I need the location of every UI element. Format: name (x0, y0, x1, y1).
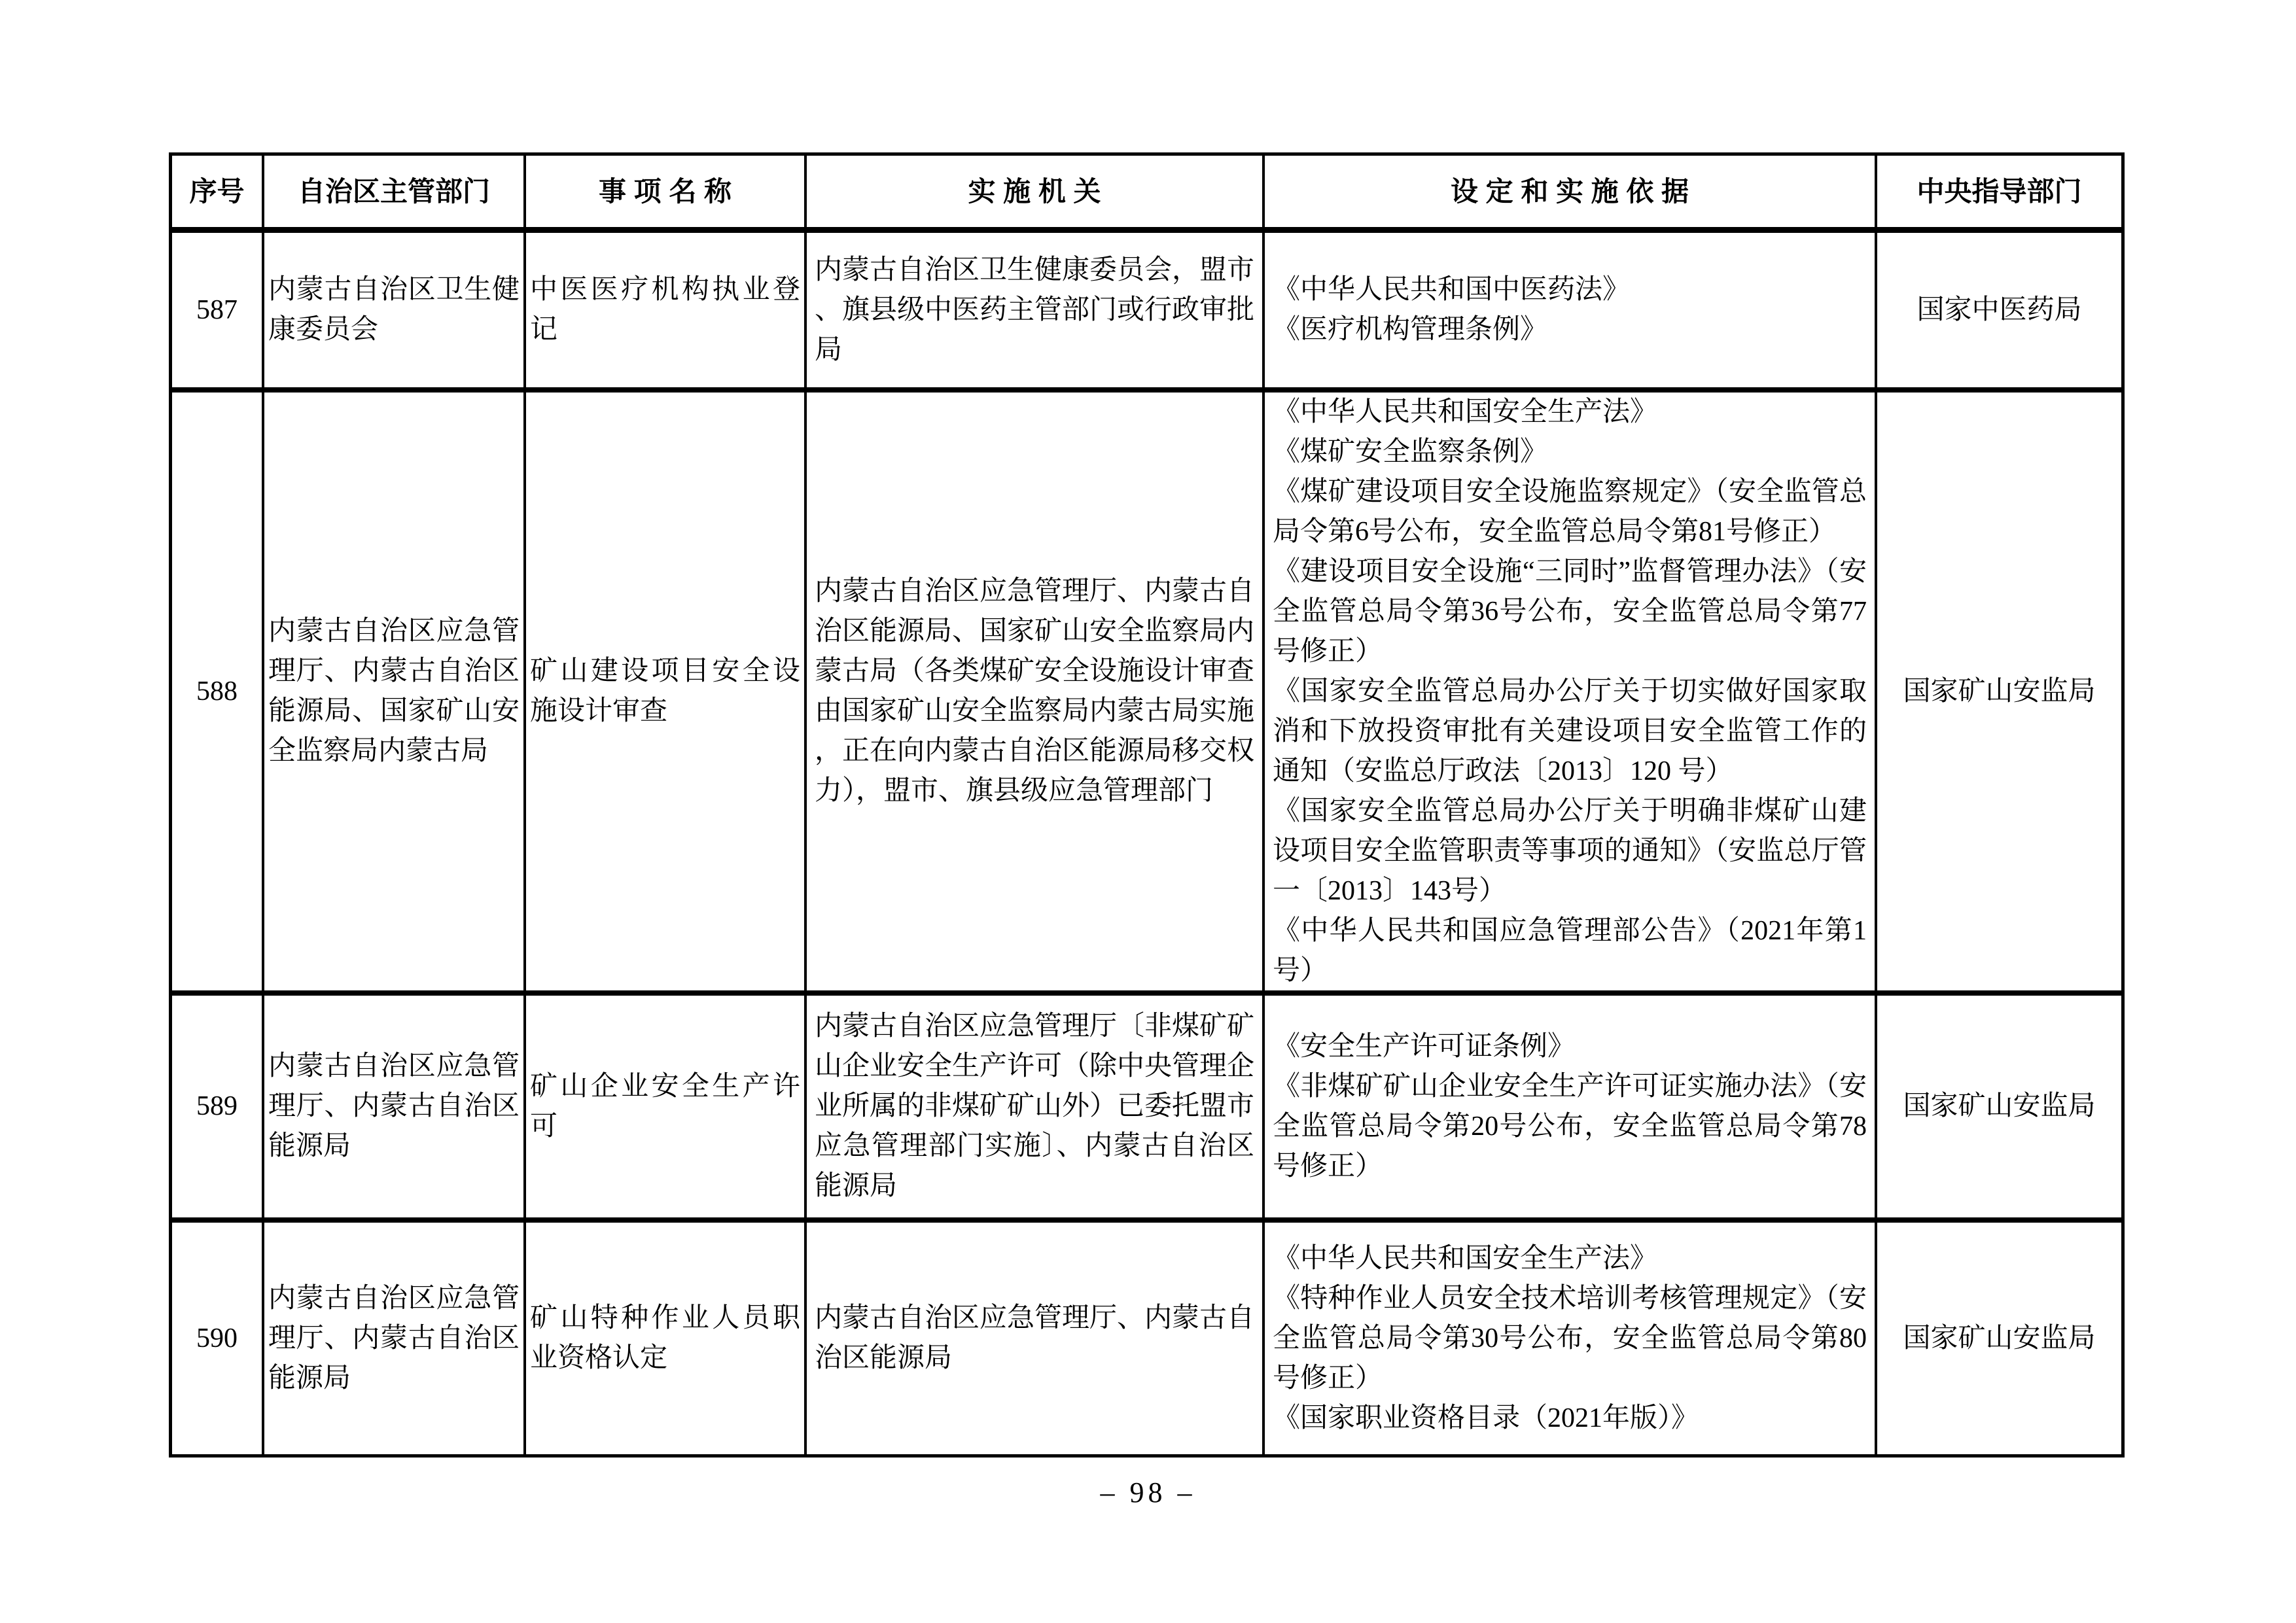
row590-item-text: 矿山特种作业人员职业资格认定 (530, 1303, 800, 1373)
row590-agency (807, 1223, 1265, 1454)
row588-item (526, 393, 807, 996)
row590-dept (264, 1223, 526, 1454)
basis-item: 《国家安全监管总局办公厅关于切实做好国家取消和下放投资审批有关建设项目安全监管工作的通知（安监总厅政法〔2013〕120 号） (1273, 676, 1867, 786)
basis-item: 《煤矿安全监察条例》 (1273, 436, 1548, 467)
row589-central: 国家矿山安监局 (1877, 996, 2121, 1223)
row587-central: 国家中医药局 (1877, 233, 2121, 393)
row588-item-text: 矿山建设项目安全设施设计审查 (530, 656, 800, 726)
row587-agency (807, 233, 1265, 393)
header-seq: 序号 (172, 156, 264, 233)
row588-dept (264, 393, 526, 996)
row588-dept-text: 内蒙古自治区应急管理厅、内蒙古自治区能源局、国家矿山安全监察局内蒙古局 (268, 616, 520, 766)
row590-agency-text: 内蒙古自治区应急管理厅、内蒙古自治区能源局 (815, 1303, 1255, 1373)
basis-item: 《中华人民共和国安全生产法》 (1273, 396, 1658, 427)
row588-basis-list (1273, 393, 1867, 991)
basis-item: 《中华人民共和国安全生产法》 (1273, 1243, 1658, 1274)
row590-item (526, 1223, 807, 1454)
row588-agency (807, 393, 1265, 996)
row589-item-text: 矿山企业安全生产许可 (530, 1071, 800, 1142)
row589-item (526, 996, 807, 1223)
approval-items-table (169, 152, 2125, 1457)
row590-dept-text: 内蒙古自治区应急管理厅、内蒙古自治区能源局 (268, 1283, 520, 1393)
row589-agency (807, 996, 1265, 1223)
basis-item: 《特种作业人员安全技术培训考核管理规定》（安全监管总局令第30号公布，安全监管总局令第80号修正） (1273, 1283, 1867, 1393)
row589-dept-text: 内蒙古自治区应急管理厅、内蒙古自治区能源局 (268, 1051, 520, 1161)
basis-item: 《安全生产许可证条例》 (1273, 1031, 1576, 1062)
header-item: 事 项 名 称 (526, 156, 807, 233)
header-basis: 设 定 和 实 施 依 据 (1265, 156, 1877, 233)
header-dept: 自治区主管部门 (264, 156, 526, 233)
basis-item: 《国家安全监管总局办公厅关于明确非煤矿山建设项目安全监管职责等事项的通知》（安监总厅管一〔2013〕143号） (1273, 795, 1867, 906)
header-central: 中央指导部门 (1877, 156, 2121, 233)
row589-agency-text: 内蒙古自治区应急管理厅〔非煤矿矿山企业安全生产许可（除中央管理企业所属的非煤矿矿山外）已委托盟市应急管理部门实施〕、内蒙古自治区能源局 (815, 1011, 1255, 1201)
row589-seq: 589 (172, 996, 264, 1223)
row587-item (526, 233, 807, 393)
row587-seq: 587 (172, 233, 264, 393)
row587-basis-list (1273, 270, 1867, 350)
row588-central: 国家矿山安监局 (1877, 393, 2121, 996)
row590-central: 国家矿山安监局 (1903, 1323, 2096, 1353)
basis-item: 《中华人民共和国应急管理部公告》（2021年第1号） (1273, 915, 1867, 986)
basis-item: 《中华人民共和国中医药法》 (1273, 275, 1631, 305)
row589-basis-list (1273, 1027, 1867, 1187)
row590-seq: 590 (172, 1223, 264, 1454)
basis-item: 《建设项目安全设施“三同时”监督管理办法》（安全监管总局令第36号公布，安全监管总局令第77号修正） (1273, 556, 1867, 667)
row588-seq: 588 (172, 393, 264, 996)
row587-basis (1265, 233, 1877, 393)
header-agency: 实 施 机 关 (807, 156, 1265, 233)
row589-dept (264, 996, 526, 1223)
page-number: – 98 – (1100, 1476, 1196, 1509)
row587-agency-text: 内蒙古自治区卫生健康委员会，盟市、旗县级中医药主管部门或行政审批局 (815, 254, 1255, 365)
row588-basis (1265, 393, 1877, 996)
basis-item: 《国家职业资格目录（2021年版）》 (1273, 1403, 1699, 1433)
basis-item: 《医疗机构管理条例》 (1273, 315, 1548, 345)
row590-basis-list (1273, 1239, 1867, 1439)
row590-basis (1265, 1223, 1877, 1454)
row587-item-text: 中医医疗机构执业登记 (530, 275, 800, 345)
row588-agency-text: 内蒙古自治区应急管理厅、内蒙古自治区能源局、国家矿山安全监察局内蒙古局（各类煤矿安全设施设计审查由国家矿山安全监察局内蒙古局实施，正在向内蒙古自治区能源局移交权力），盟市、旗县级应急管理部门 (815, 576, 1255, 806)
row587-dept (264, 233, 526, 393)
row589-basis (1265, 996, 1877, 1223)
row587-dept-text: 内蒙古自治区卫生健康委员会 (268, 275, 520, 345)
basis-item: 《煤矿建设项目安全设施监察规定》（安全监管总局令第6号公布，安全监管总局令第81号修正） (1273, 476, 1867, 547)
basis-item: 《非煤矿矿山企业安全生产许可证实施办法》（安全监管总局令第20号公布，安全监管总局令第78号修正） (1273, 1071, 1867, 1181)
